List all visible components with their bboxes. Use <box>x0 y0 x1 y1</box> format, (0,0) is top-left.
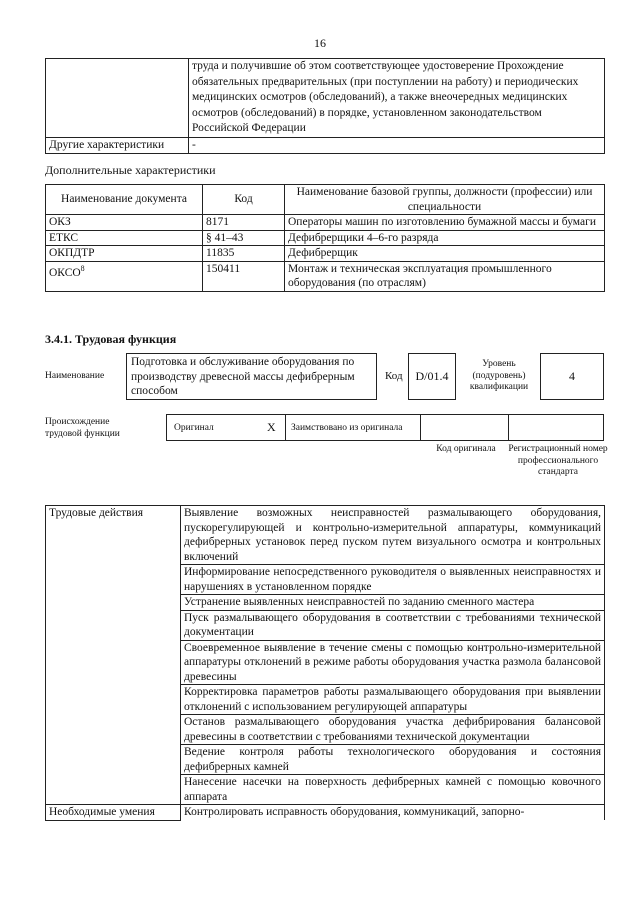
column-header: Наименование документа <box>46 185 203 215</box>
name-cell: Дефибрерщики 4–6-го разряда <box>285 230 605 246</box>
labor-action-item: Нанесение насечки на поверхность дефибрерных камней с помощью ковочного аппарата <box>181 775 605 805</box>
code-original-label: Код оригинала <box>436 444 496 454</box>
labor-action-item: Ведение контроля работы технологического оборудования и состояния дефибрерных камней <box>181 745 605 775</box>
level-box: 4 <box>540 353 604 400</box>
table-header-row <box>46 185 605 215</box>
column-header: Наименование базовой группы, должности (профессии) или специальности <box>285 185 605 215</box>
table-row <box>46 230 605 246</box>
labor-function-table <box>45 505 605 821</box>
origin-row <box>166 414 604 441</box>
labor-action-item: Пуск размалывающего оборудования в соответствии с требованиями технической документации <box>181 610 605 640</box>
labor-action-item: Своевременное выявление в течение смены с помощью контрольно-измерительной аппаратуры отклонений в режиме работы оборудования участка размола балансовой древесины <box>181 640 605 685</box>
table-row <box>46 506 605 565</box>
code-cell: § 41–43 <box>203 230 285 246</box>
table-row <box>46 137 605 154</box>
labor-action-item: Корректировка параметров работы размалывающего оборудования при выявлении отклонений с использованием регулирующей аппаратуры <box>181 685 605 715</box>
table-cell: труда и получившие об этом соответствующее удостоверение Прохождение обязательных предварительных (при поступлении на работу) и периодических медицинских осмотров (обследований), а также внеочередных медицинских осмотров (обследований) в порядке, установленном законодательством Российской Федерации <box>189 59 605 138</box>
table-cell <box>46 59 189 138</box>
code-label: Код <box>385 370 403 382</box>
level-label: Уровень (подуровень) квалификации <box>469 359 529 392</box>
skills-label: Необходимые умения <box>46 805 181 821</box>
footnote-mark: 8 <box>80 263 85 273</box>
requirements-continuation-table <box>45 58 605 154</box>
origin-label: Происхождение трудовой функции <box>45 417 120 439</box>
original-mark: X <box>267 420 276 434</box>
code-cell: 8171 <box>203 215 285 231</box>
additional-characteristics-table <box>45 184 605 292</box>
table-row <box>46 805 605 821</box>
column-header: Код <box>203 185 285 215</box>
divider <box>508 415 509 440</box>
reg-number-label: Регистрационный номер профессионального стандарта <box>508 444 608 477</box>
labor-actions-label: Трудовые действия <box>46 506 181 805</box>
table-row <box>46 246 605 262</box>
divider <box>285 415 286 440</box>
labor-action-item: Останов размалывающего оборудования участка дефибрирования балансовой древесины в соответствии с требованиями технической документации <box>181 715 605 745</box>
code-cell: 11835 <box>203 246 285 262</box>
section-title: 3.4.1. Трудовая функция <box>45 332 177 346</box>
doc-cell: ЕТКС <box>46 230 203 246</box>
borrowed-label: Заимствовано из оригинала <box>291 423 403 433</box>
skill-item: Контролировать исправность оборудования, коммуникаций, запорно- <box>181 805 605 821</box>
original-label: Оригинал <box>174 423 214 433</box>
labor-action-item: Выявление возможных неисправностей размалывающего оборудования, пускорегулирующей и контрольно-измерительной аппаратуры, коммуникаций дефибрерных установок перед пуском путем визуального осмотра и контрольных включений <box>181 506 605 565</box>
name-cell: Дефибрерщик <box>285 246 605 262</box>
doc-cell: ОКПДТР <box>46 246 203 262</box>
doc-cell: ОКЗ <box>46 215 203 231</box>
table-row <box>46 261 605 291</box>
page-number: 16 <box>314 36 326 50</box>
doc-name: ОКСО <box>49 266 81 279</box>
name-cell: Операторы машин по изготовлению бумажной массы и бумаги <box>285 215 605 231</box>
other-characteristics-value: - <box>189 137 605 154</box>
divider <box>420 415 421 440</box>
name-label: Наименование <box>45 371 105 381</box>
table-row <box>46 59 605 138</box>
code-cell: 150411 <box>203 261 285 291</box>
function-code-box: D/01.4 <box>408 353 456 400</box>
additional-characteristics-caption: Дополнительные характеристики <box>45 163 216 177</box>
labor-action-item: Устранение выявленных неисправностей по заданию сменного мастера <box>181 595 605 611</box>
table-row <box>46 215 605 231</box>
labor-action-item: Информирование непосредственного руководителя о выявленных неисправностях и нарушениях в установленном порядке <box>181 565 605 595</box>
name-cell: Монтаж и техническая эксплуатация промышленного оборудования (по отраслям) <box>285 261 605 291</box>
other-characteristics-label: Другие характеристики <box>46 137 189 154</box>
function-name-box: Подготовка и обслуживание оборудования по производству древесной массы дефибрерным способом <box>126 353 377 400</box>
doc-cell <box>46 261 203 291</box>
